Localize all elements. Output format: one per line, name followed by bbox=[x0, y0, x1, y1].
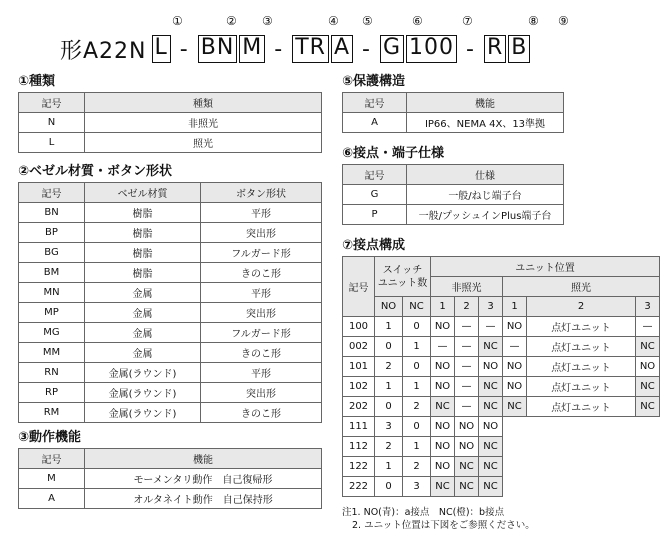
section-title-type: ①種類 bbox=[18, 74, 56, 89]
bezel-table bbox=[18, 182, 322, 423]
table-row: 112 2 1 NO NO NC bbox=[343, 437, 660, 457]
section-title-bezel: ②ベゼル材質・ボタン形状 bbox=[18, 164, 173, 179]
marker-2: ② bbox=[226, 14, 237, 28]
section-title-function: ③動作機能 bbox=[18, 430, 82, 445]
table-header: 照光 bbox=[503, 277, 660, 297]
table-header: 仕様 bbox=[407, 165, 564, 185]
section-title-config: ⑦接点構成 bbox=[342, 238, 406, 253]
marker-6: ⑥ bbox=[412, 14, 423, 28]
table-row: BN 樹脂 平形 bbox=[19, 203, 322, 223]
table-row: 111 3 0 NO NO NO bbox=[343, 417, 660, 437]
table-row: N 非照光 bbox=[19, 113, 322, 133]
marker-9: ⑨ bbox=[558, 14, 569, 28]
marker-1: ① bbox=[172, 14, 183, 28]
table-row: RP 金属(ラウンド) 突出形 bbox=[19, 383, 322, 403]
table-header: ボタン形状 bbox=[201, 183, 322, 203]
code-part-9: B bbox=[508, 35, 530, 63]
table-row: P 一般/プッシュインPlus端子台 bbox=[343, 205, 564, 225]
table-header: スイッチ ユニット数 bbox=[375, 257, 431, 297]
table-row: 222 0 3 NC NC NC bbox=[343, 477, 660, 497]
code-part-1: L bbox=[152, 35, 171, 63]
table-row: 122 1 2 NO NC NC bbox=[343, 457, 660, 477]
table-header: ユニット位置 bbox=[431, 257, 660, 277]
contacts-table bbox=[342, 164, 564, 225]
code-part-6: G bbox=[380, 35, 404, 63]
table-header: 記号 bbox=[19, 93, 85, 113]
code-part-2: BN bbox=[198, 35, 238, 63]
type-table bbox=[18, 92, 322, 153]
table-row: MM 金属 きのこ形 bbox=[19, 343, 322, 363]
marker-3: ③ bbox=[262, 14, 273, 28]
table-row: MG 金属 フルガード形 bbox=[19, 323, 322, 343]
table-header: NO bbox=[375, 297, 403, 317]
table-header: 記号 bbox=[19, 449, 85, 469]
table-header: 記号 bbox=[19, 183, 85, 203]
note-2: 2. ユニット位置は下図をご参照ください。 bbox=[352, 520, 535, 531]
table-row: 100 1 0 NO — — NO 点灯ユニット — bbox=[343, 317, 660, 337]
table-header: 機能 bbox=[407, 93, 564, 113]
table-header: 機能 bbox=[85, 449, 322, 469]
table-row: A IP66、NEMA 4X、13準拠 bbox=[343, 113, 564, 133]
table-header: ベゼル材質 bbox=[85, 183, 201, 203]
code-part-8: R bbox=[484, 35, 506, 63]
section-title-contacts: ⑥接点・端子仕様 bbox=[342, 146, 445, 161]
section-title-protection: ⑤保護構造 bbox=[342, 74, 406, 89]
code-part-3: M bbox=[239, 35, 265, 63]
code-part-7: 100 bbox=[406, 35, 457, 63]
function-table bbox=[18, 448, 322, 509]
table-row: BP 樹脂 突出形 bbox=[19, 223, 322, 243]
table-row: BG 樹脂 フルガード形 bbox=[19, 243, 322, 263]
table-header: 記号 bbox=[343, 93, 407, 113]
table-row: 202 0 2 NC — NC NC 点灯ユニット NC bbox=[343, 397, 660, 417]
model-code-title: 形A22N L - BN M - TR A - G 100 - R B bbox=[60, 34, 531, 64]
table-header: 非照光 bbox=[431, 277, 503, 297]
table-row: 102 1 1 NO — NC NO 点灯ユニット NC bbox=[343, 377, 660, 397]
code-part-4: TR bbox=[292, 35, 329, 63]
table-row: G 一般/ねじ端子台 bbox=[343, 185, 564, 205]
table-row: MP 金属 突出形 bbox=[19, 303, 322, 323]
code-part-5: A bbox=[331, 35, 353, 63]
table-row: L 照光 bbox=[19, 133, 322, 153]
table-row: M モーメンタリ動作 自己復帰形 bbox=[19, 469, 322, 489]
model-prefix: 形A22N bbox=[60, 38, 147, 64]
table-row: 101 2 0 NO — NO NO 点灯ユニット NO bbox=[343, 357, 660, 377]
marker-5: ⑤ bbox=[362, 14, 373, 28]
marker-8: ⑧ bbox=[528, 14, 539, 28]
table-row: 002 0 1 — — NC — 点灯ユニット NC bbox=[343, 337, 660, 357]
table-header: 記号 bbox=[343, 165, 407, 185]
table-row: BM 樹脂 きのこ形 bbox=[19, 263, 322, 283]
marker-4: ④ bbox=[328, 14, 339, 28]
table-header: 記号 bbox=[343, 257, 375, 317]
note-1: 注1. NO(青)：a接点 NC(橙)：b接点 bbox=[342, 507, 505, 518]
table-header: 種類 bbox=[85, 93, 322, 113]
table-row: A オルタネイト動作 自己保持形 bbox=[19, 489, 322, 509]
table-header: NC bbox=[403, 297, 431, 317]
table-row: RN 金属(ラウンド) 平形 bbox=[19, 363, 322, 383]
table-row: MN 金属 平形 bbox=[19, 283, 322, 303]
config-table: 記号 スイッチ ユニット数 ユニット位置 非照光 照光 NO NC 1 2 3 1 2 3 100 1 0 NO — — NO 点灯ユニット — 002 0 1 — — NC — 点灯ユニット NC 101 2 0 NO — NO NO 点灯ユニット NO 102 1 1 NO — NC NO 点灯ユニット NC 202 0 2 NC — NC NC 点灯ユニット NC 111 3 0 NO NO NO 112 2 1 NO NO NC 122 1 2 NO NC NC 222 0 3 NC NC NC bbox=[342, 256, 660, 497]
marker-7: ⑦ bbox=[462, 14, 473, 28]
table-row: RM 金属(ラウンド) きのこ形 bbox=[19, 403, 322, 423]
protection-table bbox=[342, 92, 564, 133]
